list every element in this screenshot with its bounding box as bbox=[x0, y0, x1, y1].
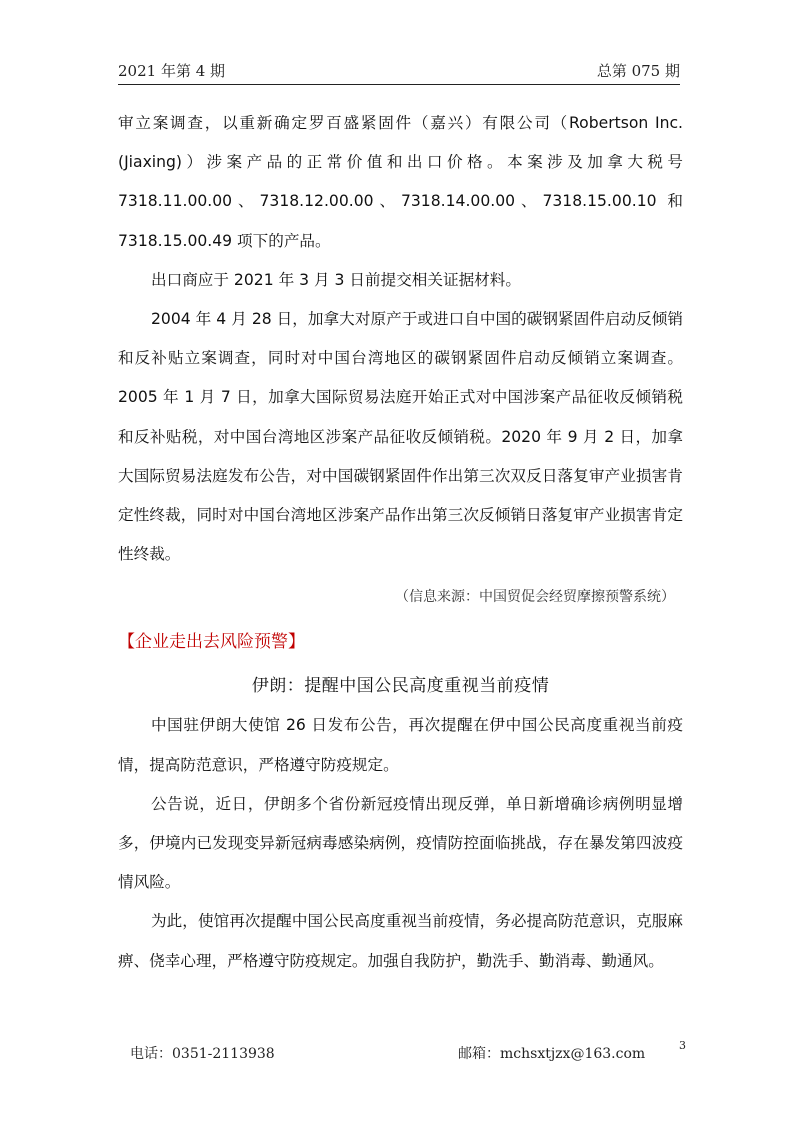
page-header bbox=[118, 58, 680, 85]
article-title: 伊朗：提醒中国公民高度重视当前疫情 bbox=[251, 676, 550, 697]
total-issue-number: 总第 075 期 bbox=[596, 62, 680, 80]
paragraph-investigation-continued: 审立案调查，以重新确定罗百盛紧固件（嘉兴）有限公司（Robertson Inc. (Jiaxing)）涉案产品的正常价值和出口价格。本案涉及加拿大税号 7318.11.00.00、7318.12.00.00、7318.14.00.00、7318.15.00.10 和 7318.15.00.49 项下的产品。 bbox=[118, 114, 683, 250]
source-note: （信息来源：中国贸促会经贸摩擦预警系统） bbox=[395, 589, 675, 606]
paragraph-announcement: 公告说，近日，伊朗多个省份新冠疫情出现反弹，单日新增确诊病例明显增多，伊境内已发现变异新冠病毒感染病例，疫情防控面临挑战，存在暴发第四波疫情风险。 bbox=[118, 794, 683, 892]
paragraph-case-history: 2004 年 4 月 28 日，加拿大对原产于或进口自中国的碳钢紧固件启动反倾销和反补贴立案调查，同时对中国台湾地区的碳钢紧固件启动反倾销立案调查。2005 年 1 月 7 日，加拿大国际贸易法庭开始正式对中国涉案产品征收反倾销税和反补贴税，对中国台湾地区涉案产品征收反倾销税。2020 年 9 月 2 日，加拿大国际贸易法庭发布公告，对中国碳钢紧固件作出第三次双反日落复审产业损害肯定性终裁，同时对中国台湾地区涉案产品作出第三次反倾销日落复审产业损害肯定性终裁。 bbox=[118, 310, 683, 564]
page-number: 3 bbox=[679, 1039, 686, 1052]
paragraph-deadline: 出口商应于 2021 年 3 月 3 日前提交相关证据材料。 bbox=[151, 270, 521, 289]
paragraph-embassy-notice: 中国驻伊朗大使馆 26 日发布公告，再次提醒在伊中国公民高度重视当前疫情，提高防范意识，严格遵守防疫规定。 bbox=[118, 716, 683, 774]
contact-phone: 电话：0351-2113938 bbox=[130, 1046, 275, 1062]
section-title: 【企业走出去风险预警】 bbox=[118, 632, 305, 653]
contact-email: 邮箱：mchsxtjzx@163.com bbox=[458, 1046, 646, 1062]
issue-number: 2021 年第 4 期 bbox=[118, 62, 226, 80]
paragraph-reminder: 为此，使馆再次提醒中国公民高度重视当前疫情，务必提高防范意识，克服麻痹、侥幸心理，严格遵守防疫规定。加强自我防护，勤洗手、勤消毒、勤通风。 bbox=[118, 912, 683, 970]
document-body bbox=[118, 104, 683, 981]
